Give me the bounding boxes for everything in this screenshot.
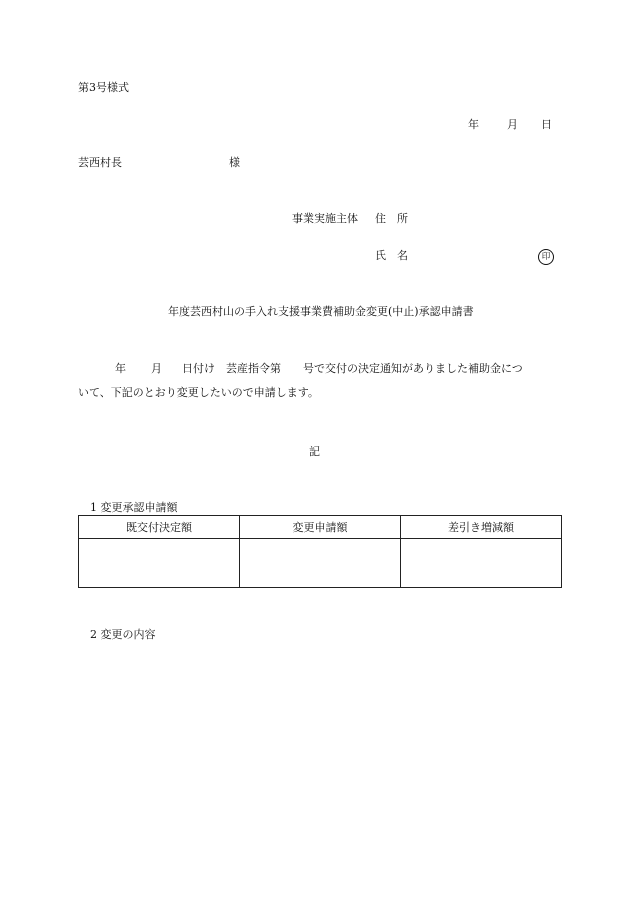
date-month: 月 <box>507 118 518 131</box>
applicant-address-label: 住 所 <box>375 212 408 225</box>
amount-table-header-row <box>79 516 562 539</box>
section2-heading: 2 変更の内容 <box>90 628 156 641</box>
header-existing-amount: 既交付決定額 <box>79 516 240 539</box>
section1-heading: 1 変更承認申請額 <box>90 501 178 514</box>
ki-heading: 記 <box>309 445 320 458</box>
body-date-suffix: 日付け <box>182 362 215 375</box>
date-line <box>468 119 552 130</box>
value-existing-amount <box>79 539 240 588</box>
form-number: 第3号様式 <box>78 81 129 94</box>
amount-table <box>78 515 562 588</box>
applicant-entity-label: 事業実施主体 <box>292 212 358 225</box>
addressee-honorific: 様 <box>229 156 240 169</box>
header-difference-amount: 差引き増減額 <box>401 516 562 539</box>
body-line-2: いて、下記のとおり変更したいので申請します。 <box>78 386 319 399</box>
body-year: 年 <box>115 362 126 375</box>
value-change-request-amount <box>240 539 401 588</box>
addressee-name: 芸西村長 <box>78 156 122 169</box>
date-year: 年 <box>468 118 479 131</box>
body-month: 月 <box>151 362 162 375</box>
value-difference-amount <box>401 539 562 588</box>
applicant-name-label: 氏 名 <box>375 249 408 262</box>
amount-table-value-row <box>79 539 562 588</box>
document-title: 年度芸西村山の手入れ支援事業費補助金変更(中止)承認申請書 <box>168 305 474 318</box>
seal-mark: 印 <box>538 249 554 265</box>
date-day: 日 <box>541 118 552 131</box>
body-line-1 <box>115 363 523 374</box>
body-directive-prefix: 芸産指令第 <box>226 362 281 375</box>
header-change-request-amount: 変更申請額 <box>240 516 401 539</box>
body-number-suffix: 号で交付の決定通知がありました補助金につ <box>303 362 523 375</box>
